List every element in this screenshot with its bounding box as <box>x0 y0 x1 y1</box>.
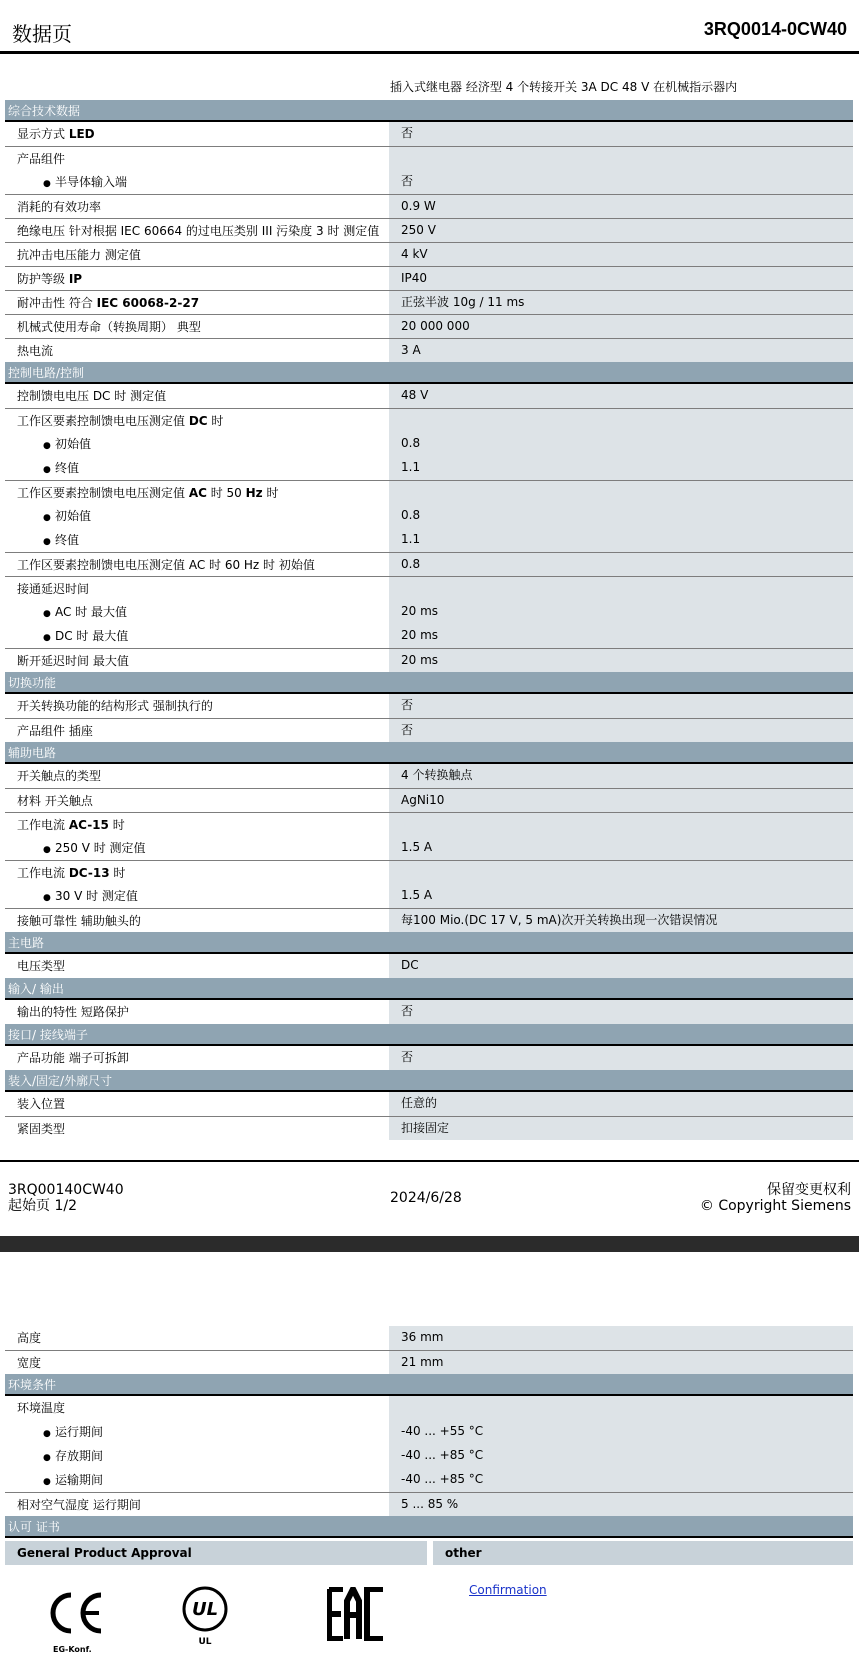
row-value: -40 ... +85 °C <box>388 1468 853 1492</box>
dimensions-rows <box>5 1326 853 1374</box>
row-label: 产品组件 插座 <box>17 724 93 738</box>
row-label: 产品组件 <box>17 152 66 166</box>
approval-logos <box>5 1565 853 1665</box>
table-row <box>5 648 853 672</box>
row-value: 20 000 000 <box>388 315 853 338</box>
table-row <box>5 266 853 290</box>
row-label: 装入位置 <box>17 1097 66 1111</box>
row-label: 工作区要素控制馈电电压测定值 AC 时 60 Hz 时 初始值 <box>17 558 315 572</box>
row-label <box>5 432 388 456</box>
row-value: 0.8 <box>388 553 853 576</box>
bullet-icon: ● 30 V 时 测定值 <box>17 889 138 903</box>
row-label: 耐冲击性 符合 IEC 60068-2-27 <box>17 296 200 310</box>
ul-mark-icon <box>181 1585 229 1633</box>
table-row <box>5 314 853 338</box>
row-label: 宽度 <box>17 1356 42 1370</box>
row-value: 0.8 <box>388 504 853 528</box>
bullet-icon: ● 半导体输入端 <box>17 175 127 189</box>
page-footer <box>0 1160 859 1236</box>
row-value: 任意的 <box>388 1092 853 1116</box>
datasheet-page-2 <box>0 1252 859 1680</box>
row-label: 显示方式 LED <box>17 127 95 141</box>
row-value: 250 V <box>388 219 853 242</box>
table-row <box>5 1000 853 1024</box>
eac-logo <box>327 1587 387 1645</box>
table-row <box>5 146 853 170</box>
approvals-section-header: 认可 证书 <box>5 1516 853 1538</box>
row-label <box>5 528 388 552</box>
table-row <box>5 1396 853 1420</box>
table-row <box>5 194 853 218</box>
row-label <box>5 1468 388 1492</box>
row-label <box>5 504 388 528</box>
row-value: 否 <box>388 1000 853 1024</box>
bullet-icon: ● DC 时 最大值 <box>17 629 128 643</box>
row-label: 控制馈电电压 DC 时 测定值 <box>17 389 167 403</box>
row-label: 工作电流 AC-15 时 <box>17 818 125 832</box>
section-header: 控制电路/控制 <box>5 362 853 384</box>
table-row <box>5 1350 853 1374</box>
row-label <box>5 1444 388 1468</box>
section-header: 主电路 <box>5 932 853 954</box>
row-value: 4 kV <box>388 243 853 266</box>
table-row <box>5 528 853 552</box>
section-header: 环境条件 <box>5 1374 853 1396</box>
section-header: 装入/固定/外廓尺寸 <box>5 1070 853 1092</box>
table-row <box>5 1326 853 1350</box>
approval-col-general: General Product Approval <box>5 1541 427 1565</box>
table-row <box>5 764 853 788</box>
eac-mark-icon <box>327 1587 387 1641</box>
row-value: 否 <box>388 1046 853 1070</box>
bullet-icon: ● 终值 <box>17 461 79 475</box>
row-value: 5 ... 85 % <box>388 1493 853 1516</box>
row-label: 高度 <box>17 1331 42 1345</box>
row-value: 36 mm <box>388 1326 853 1350</box>
table-row <box>5 290 853 314</box>
section-header: 输入/ 输出 <box>5 978 853 1000</box>
table-row <box>5 908 853 932</box>
row-value: 1.1 <box>388 456 853 480</box>
row-value: 1.5 A <box>388 884 853 908</box>
section-header: 切换功能 <box>5 672 853 694</box>
row-label: 开关触点的类型 <box>17 769 102 783</box>
table-row <box>5 836 853 860</box>
row-value: 20 ms <box>388 624 853 648</box>
row-label: 材料 开关触点 <box>17 794 93 808</box>
row-value: 否 <box>388 694 853 718</box>
row-value <box>388 409 853 432</box>
row-label: 断开延迟时间 最大值 <box>17 654 129 668</box>
table-row <box>5 408 853 432</box>
table-row <box>5 576 853 600</box>
row-value: 48 V <box>388 384 853 408</box>
row-label: 输出的特性 短路保护 <box>17 1005 129 1019</box>
footer-rights: 保留变更权利 <box>767 1182 851 1198</box>
row-label: 接通延迟时间 <box>17 582 90 596</box>
row-value: AgNi10 <box>388 789 853 812</box>
row-label: 电压类型 <box>17 959 66 973</box>
row-label: 热电流 <box>17 344 54 358</box>
row-label <box>5 456 388 480</box>
table-row <box>5 624 853 648</box>
bullet-icon: ● 初始值 <box>17 437 91 451</box>
row-label <box>5 884 388 908</box>
row-value: 3 A <box>388 339 853 362</box>
row-value <box>388 147 853 170</box>
row-value: 21 mm <box>388 1351 853 1374</box>
row-label: 接触可靠性 辅助触头的 <box>17 914 141 928</box>
row-value <box>388 861 853 884</box>
table-row <box>5 480 853 504</box>
row-label <box>5 1420 388 1444</box>
table-row <box>5 860 853 884</box>
table-row <box>5 954 853 978</box>
tech-data-table <box>5 100 853 1140</box>
table-row <box>5 218 853 242</box>
row-label: 工作电流 DC-13 时 <box>17 866 126 880</box>
row-label: 环境温度 <box>17 1401 66 1415</box>
table-row <box>5 600 853 624</box>
page-title: 数据页 <box>12 22 72 46</box>
section-header: 辅助电路 <box>5 742 853 764</box>
section-header: 接口/ 接线端子 <box>5 1024 853 1046</box>
row-value: 20 ms <box>388 600 853 624</box>
page-separator <box>0 1236 859 1252</box>
table-row <box>5 718 853 742</box>
bullet-icon: ● 运输期间 <box>17 1473 103 1487</box>
row-label: 防护等级 IP <box>17 272 83 286</box>
row-value: 0.9 W <box>388 195 853 218</box>
row-label <box>5 624 388 648</box>
row-value <box>388 481 853 504</box>
table-row <box>5 884 853 908</box>
table-row <box>5 552 853 576</box>
row-label: 绝缘电压 针对根据 IEC 60664 的过电压类别 III 污染度 3 时 测定值 <box>17 224 380 238</box>
row-value <box>388 577 853 600</box>
table-row <box>5 1468 853 1492</box>
footer-date: 2024/6/28 <box>390 1190 462 1206</box>
ce-label: EG-Konf. <box>53 1645 92 1654</box>
footer-right <box>700 1182 851 1214</box>
table-row <box>5 1420 853 1444</box>
tech-data-table-2 <box>5 1326 853 1665</box>
table-row <box>5 242 853 266</box>
bullet-icon: ● 终值 <box>17 533 79 547</box>
row-value: IP40 <box>388 267 853 290</box>
svg-text:UL: UL <box>191 1599 219 1620</box>
row-label: 产品功能 端子可拆卸 <box>17 1051 129 1065</box>
product-code: 3RQ0014-0CW40 <box>703 19 847 39</box>
row-value <box>388 1396 853 1420</box>
page-header <box>0 0 859 54</box>
row-value: 每100 Mio.(DC 17 V, 5 mA)次开关转换出现一次错误情况 <box>388 909 853 932</box>
environment-sections <box>5 1374 853 1516</box>
ce-mark-icon <box>45 1587 105 1647</box>
table-row <box>5 694 853 718</box>
row-label <box>5 836 388 860</box>
table-row <box>5 1444 853 1468</box>
row-value: 4 个转换触点 <box>388 764 853 788</box>
row-label: 消耗的有效功率 <box>17 200 102 214</box>
ce-logo <box>45 1587 105 1654</box>
approvals-header-row <box>5 1541 853 1565</box>
section-header: 综合技术数据 <box>5 100 853 122</box>
table-row <box>5 1046 853 1070</box>
table-row <box>5 432 853 456</box>
footer-copyright: © Copyright Siemens <box>699 1198 851 1214</box>
row-value: 正弦半波 10g / 11 ms <box>388 291 853 314</box>
table-row <box>5 122 853 146</box>
row-value: -40 ... +55 °C <box>388 1420 853 1444</box>
row-label <box>5 600 388 624</box>
row-value: 否 <box>388 122 853 146</box>
table-row <box>5 812 853 836</box>
footer-page-info: 起始页 1/2 <box>8 1198 77 1214</box>
row-label <box>5 170 388 194</box>
row-label: 紧固类型 <box>17 1122 66 1136</box>
row-value: 0.8 <box>388 432 853 456</box>
product-description: 插入式继电器 经济型 4 个转接开关 3A DC 48 V 在机械指示器内 <box>390 80 738 94</box>
table-row <box>5 1116 853 1140</box>
table-row <box>5 456 853 480</box>
row-value: 1.1 <box>388 528 853 552</box>
table-row <box>5 1092 853 1116</box>
table-row <box>5 384 853 408</box>
approval-col-other: other <box>433 1541 853 1565</box>
row-label: 相对空气湿度 运行期间 <box>17 1498 141 1512</box>
row-value: 1.5 A <box>388 836 853 860</box>
row-value: 20 ms <box>388 649 853 672</box>
row-value: 扣接固定 <box>388 1117 853 1140</box>
row-value: -40 ... +85 °C <box>388 1444 853 1468</box>
confirmation-link[interactable]: Confirmation <box>469 1583 547 1597</box>
table-row <box>5 1492 853 1516</box>
bullet-icon: ● 存放期间 <box>17 1449 103 1463</box>
row-label: 机械式使用寿命（转换周期） 典型 <box>17 320 201 334</box>
bullet-icon: ● 初始值 <box>17 509 91 523</box>
row-label: 抗冲击电压能力 测定值 <box>17 248 141 262</box>
bullet-icon: ● 运行期间 <box>17 1425 103 1439</box>
bullet-icon: ● AC 时 最大值 <box>17 605 127 619</box>
row-label: 工作区要素控制馈电电压测定值 AC 时 50 Hz 时 <box>17 486 279 500</box>
row-label: 开关转换功能的结构形式 强制执行的 <box>17 699 213 713</box>
row-label: 工作区要素控制馈电电压测定值 DC 时 <box>17 414 224 428</box>
table-row <box>5 504 853 528</box>
table-row <box>5 170 853 194</box>
footer-left <box>8 1182 124 1214</box>
row-value <box>388 813 853 836</box>
bullet-icon: ● 250 V 时 测定值 <box>17 841 146 855</box>
row-value: 否 <box>388 170 853 194</box>
ul-logo <box>181 1585 229 1647</box>
footer-code: 3RQ00140CW40 <box>8 1182 124 1198</box>
table-row <box>5 788 853 812</box>
row-value: DC <box>388 954 853 978</box>
row-value: 否 <box>388 719 853 742</box>
ul-label: UL <box>198 1637 212 1647</box>
table-row <box>5 338 853 362</box>
